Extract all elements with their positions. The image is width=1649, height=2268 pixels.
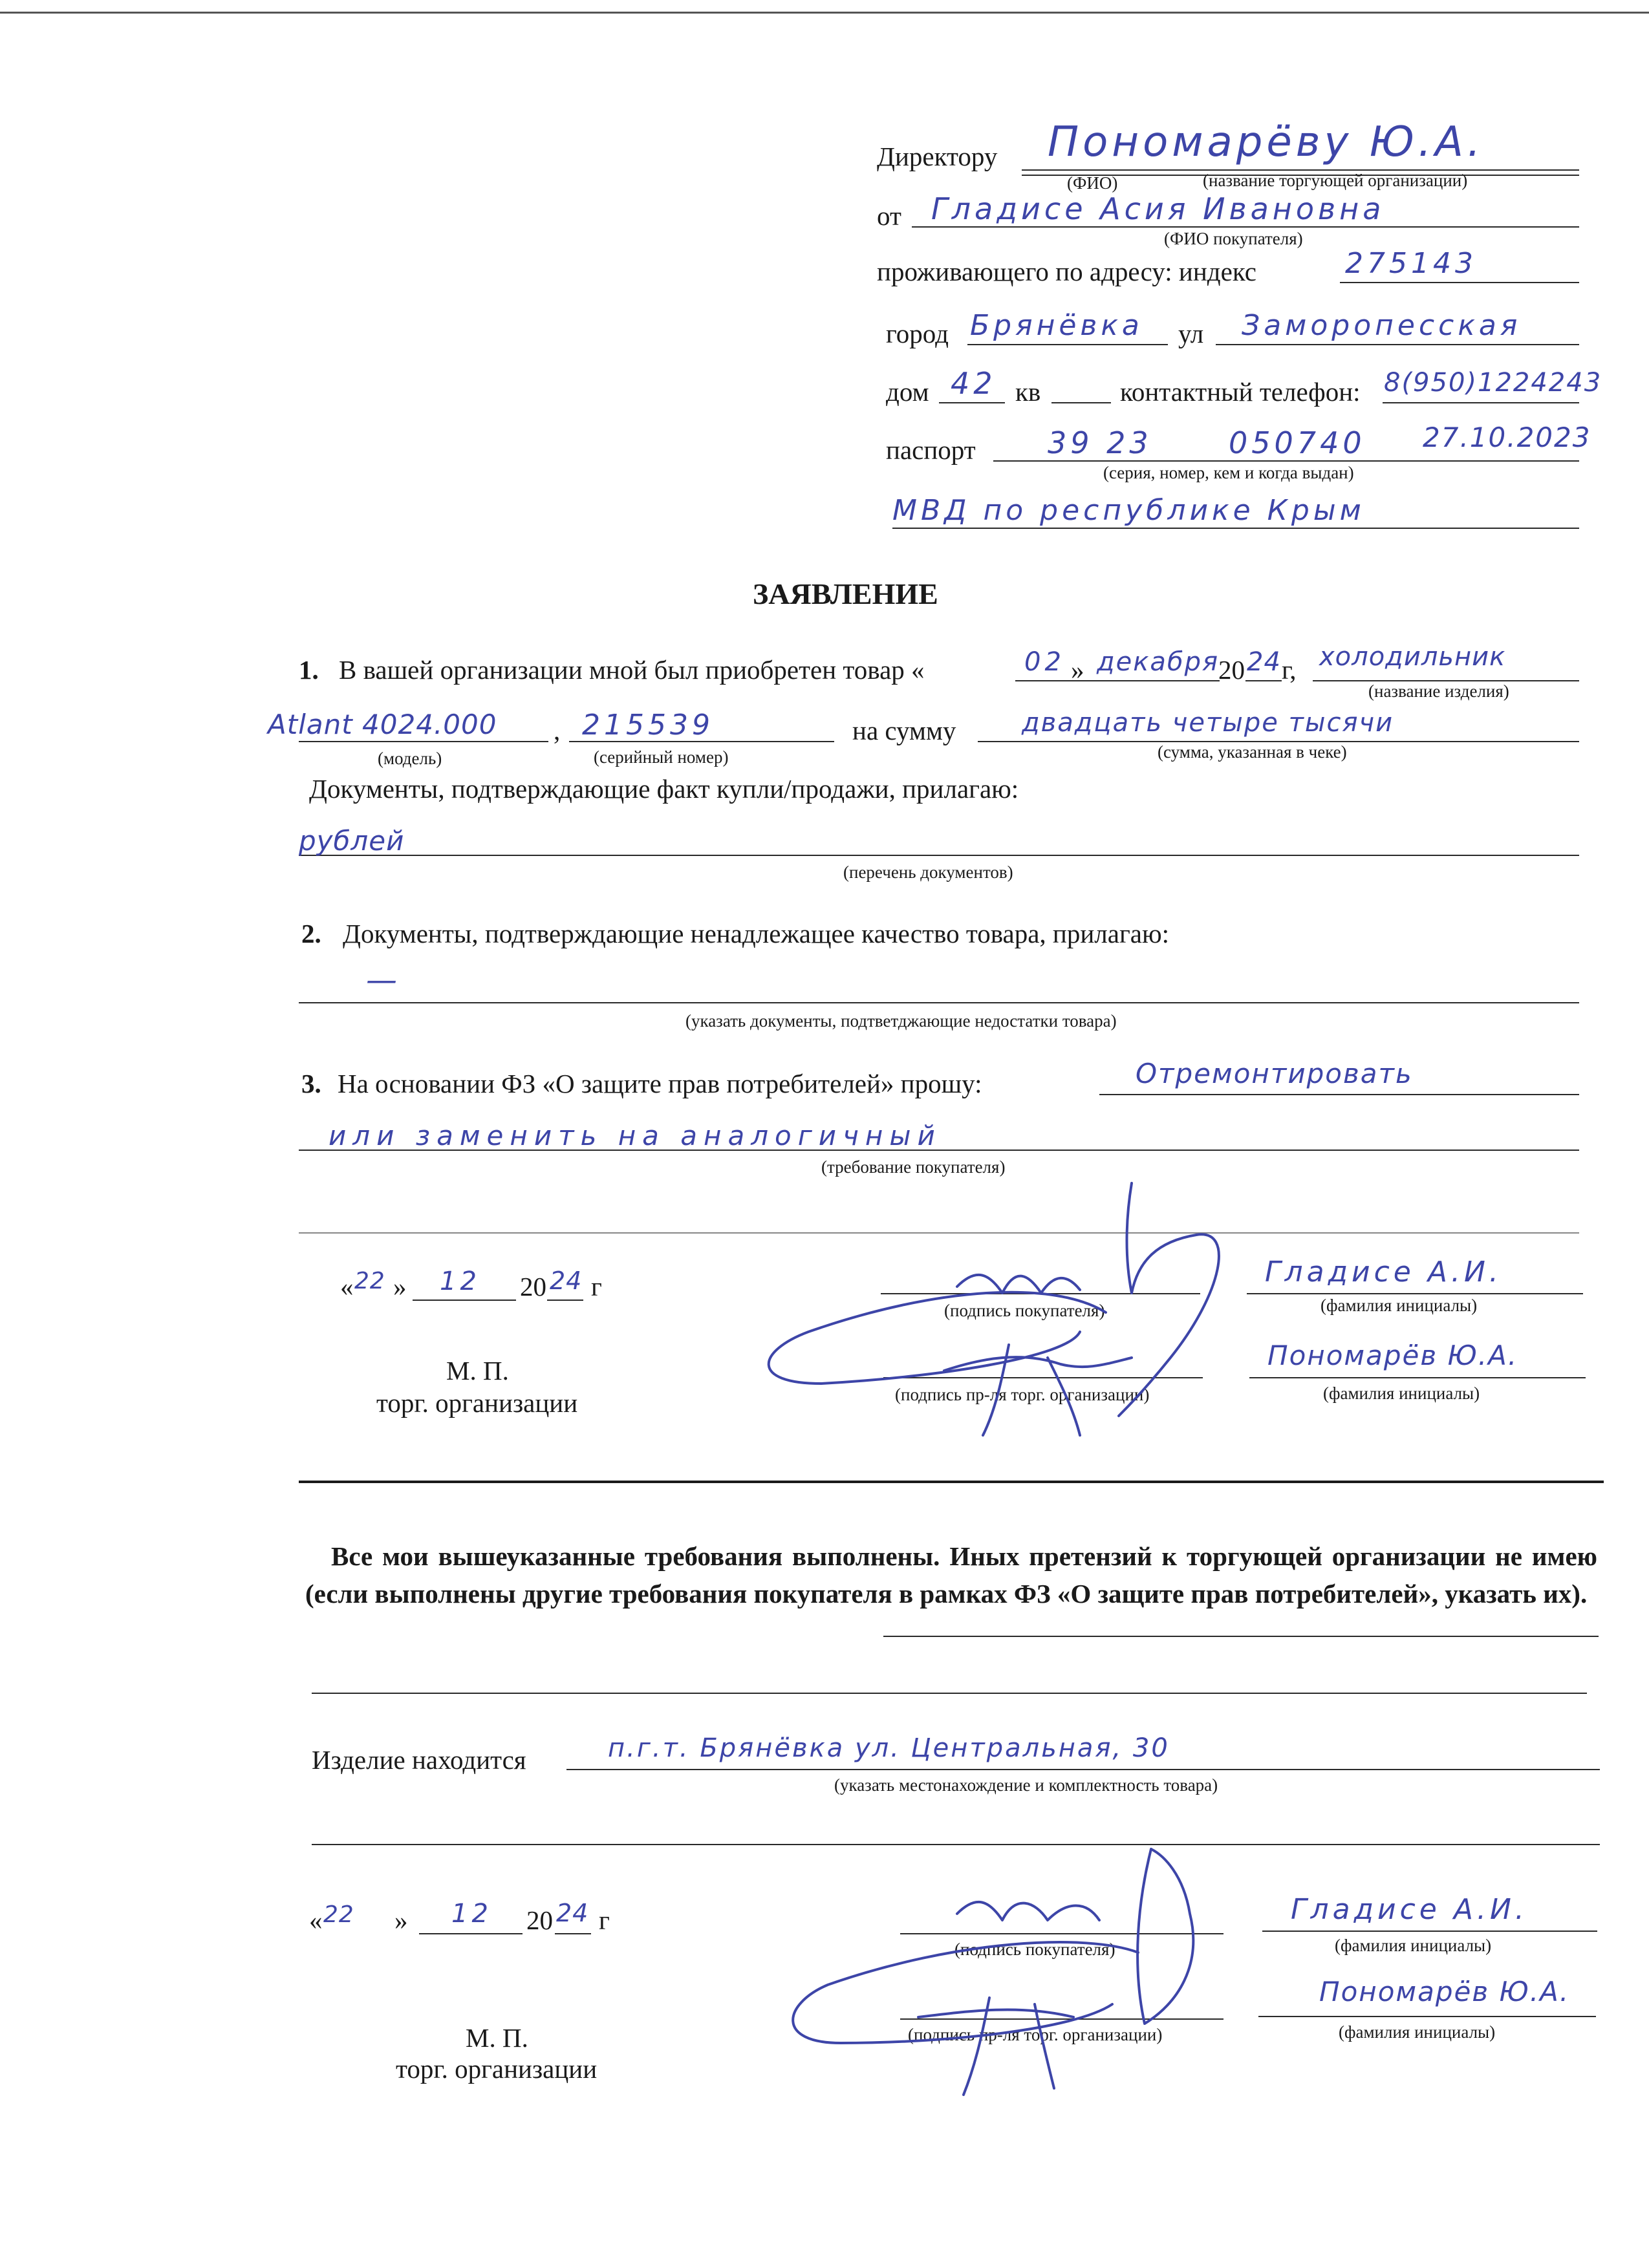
- sign1-date-mid: »: [393, 1272, 407, 1301]
- scan-edge: [0, 12, 1649, 14]
- sign1-stamp-line2: торг. организации: [376, 1388, 578, 1418]
- sign1-date-open: «: [340, 1272, 354, 1301]
- street-line: [1216, 344, 1579, 345]
- sign1-seller-name-line: [1249, 1377, 1586, 1378]
- passport-series: 39 23: [1048, 425, 1152, 460]
- address-label: проживающего по адресу: индекс: [877, 257, 1256, 286]
- item1-number: 1.: [299, 655, 319, 685]
- sign1-buyer-name-caption: (фамилия инициалы): [1320, 1296, 1478, 1315]
- house-label: дом: [886, 377, 929, 407]
- sign2-date-open: «: [309, 1905, 323, 1935]
- seller-signature-2: [905, 1978, 1138, 2108]
- passport-line: [993, 460, 1579, 462]
- docs-line: [299, 855, 1579, 856]
- street-value: Заморопесская: [1242, 309, 1522, 342]
- from-label: от: [877, 201, 901, 231]
- from-line: [912, 226, 1579, 228]
- docs-label: Документы, подтверждающие факт купли/продажи, прилагаю:: [309, 774, 1019, 804]
- phone-value: 8(950)1224243: [1384, 368, 1602, 398]
- passport-date: 27.10.2023: [1423, 422, 1591, 453]
- sign2-seller-name: Пономарёв Ю.А.: [1319, 1976, 1570, 2007]
- location-line: [566, 1769, 1600, 1770]
- location-label: Изделие находится: [312, 1745, 526, 1775]
- street-label: ул: [1178, 319, 1204, 348]
- item3-label: На основании ФЗ «О защите прав потребителей» прошу:: [338, 1069, 982, 1098]
- year-prefix: 20: [1218, 655, 1245, 685]
- director-label: Директору: [877, 142, 998, 171]
- section-divider: [299, 1481, 1604, 1483]
- item2-caption: (указать документы, подтветджающие недостатки товара): [685, 1011, 1117, 1031]
- sign1-stamp-line1: М. П.: [446, 1356, 509, 1385]
- sum-caption: (сумма, указанная в чеке): [1158, 742, 1347, 762]
- sign2-year-prefix: 20: [526, 1905, 553, 1935]
- sign2-year-line: [555, 1933, 591, 1934]
- city-line: [967, 344, 1168, 345]
- month-value: декабря: [1097, 647, 1220, 677]
- passport-label: паспорт: [886, 435, 976, 465]
- year-line: [1245, 680, 1282, 681]
- sign2-month-line: [419, 1933, 523, 1934]
- sign2-stamp-line1: М. П.: [466, 2023, 528, 2053]
- apt-label: кв: [1015, 377, 1041, 407]
- sign1-buyer-sign-caption: (подпись покупателя): [944, 1301, 1105, 1320]
- docs-caption: (перечень документов): [843, 862, 1013, 882]
- model-line: [299, 741, 548, 742]
- year-suffix: г,: [1282, 655, 1297, 685]
- sign2-buyer-name: Гладисе А.И.: [1291, 1893, 1528, 1926]
- day-close: »: [1071, 655, 1084, 685]
- director-value: Пономарёву Ю.А.: [1048, 118, 1485, 166]
- house-value: 42: [951, 366, 997, 401]
- seller-signature-1: [931, 1319, 1164, 1448]
- sign1-day: 22: [354, 1268, 385, 1294]
- sign2-day: 22: [323, 1901, 354, 1928]
- product-value: холодильник: [1319, 642, 1506, 672]
- phone-label: контактный телефон:: [1120, 377, 1361, 407]
- serial-caption: (серийный номер): [594, 747, 729, 767]
- org-caption: (название торгующей организации): [1203, 171, 1468, 190]
- index-value: 275143: [1345, 247, 1477, 280]
- completion-line2: [312, 1693, 1587, 1694]
- passport-issued: МВД по республике Крым: [892, 494, 1365, 527]
- item2-value: —: [366, 962, 401, 998]
- sign2-stamp-line2: торг. организации: [396, 2054, 598, 2084]
- sign2-buyer-sign-caption: (подпись покупателя): [954, 1940, 1116, 1959]
- sign2-seller-sign-caption: (подпись пр-ля торг. организации): [908, 2025, 1163, 2044]
- sign1-seller-sign-caption: (подпись пр-ля торг. организации): [895, 1385, 1150, 1404]
- item1-text: В вашей организации мной был приобретен товар «: [339, 655, 925, 685]
- sign2-buyer-name-caption: (фамилия инициалы): [1335, 1936, 1492, 1955]
- sign1-year-line: [547, 1300, 583, 1301]
- sign1-month-line: [413, 1300, 516, 1301]
- item2-line: [299, 1002, 1579, 1003]
- sign1-buyer-name-line: [1247, 1293, 1583, 1294]
- product-caption: (название изделия): [1368, 681, 1509, 701]
- sign1-month: 12: [440, 1267, 480, 1296]
- month-line: [1084, 680, 1220, 681]
- docs-value: рублей: [299, 825, 405, 857]
- from-value: Гладисе Асия Ивановна: [931, 191, 1385, 226]
- sign2-date-mid: »: [394, 1905, 408, 1935]
- passport-caption: (серия, номер, кем и когда выдан): [1103, 463, 1354, 482]
- sign1-buyer-name: Гладисе А.И.: [1265, 1256, 1502, 1289]
- item3-number: 3.: [301, 1069, 321, 1098]
- index-line: [1340, 282, 1579, 283]
- year-value: 24: [1247, 647, 1281, 677]
- sum-label: на сумму: [852, 716, 956, 745]
- passport-issued-line: [892, 528, 1579, 529]
- sign2-year-suffix: г: [599, 1905, 610, 1935]
- location-caption: (указать местонахождение и комплектность товара): [834, 1775, 1218, 1795]
- model-caption: (модель): [378, 749, 442, 768]
- model-comma: ,: [554, 716, 561, 745]
- completion-line1: [883, 1636, 1599, 1637]
- sign1-year: 24: [550, 1267, 583, 1295]
- sign1-seller-name-caption: (фамилия инициалы): [1323, 1384, 1480, 1403]
- sign1-year-prefix: 20: [520, 1272, 546, 1301]
- buyer-fio-caption: (ФИО покупателя): [1164, 229, 1303, 248]
- day-value: 02: [1024, 647, 1065, 677]
- sign1-year-suffix: г: [591, 1272, 602, 1301]
- sign2-year: 24: [556, 1899, 589, 1927]
- sign2-buyer-name-line: [1262, 1931, 1597, 1932]
- item2-label: Документы, подтверждающие ненадлежащее качество товара, прилагаю:: [343, 919, 1169, 948]
- house-line: [939, 402, 1005, 403]
- model-value: Atlant 4024.000: [268, 709, 497, 740]
- serial-value: 215539: [582, 709, 714, 742]
- fio-caption: (ФИО): [1067, 173, 1118, 193]
- item3-caption: (требование покупателя): [821, 1157, 1006, 1177]
- sign2-seller-name-line: [1258, 2016, 1596, 2017]
- passport-number: 050740: [1229, 425, 1366, 460]
- item3-line1: [1099, 1094, 1579, 1095]
- item3-value-line2: или заменить на аналогичный: [329, 1120, 942, 1151]
- completion-text: Все мои вышеуказанные требования выполнены. Иных претензий к торгующей организации не имею (если выполнены другие требования покупателя в рамках ФЗ «О защите прав потребителей», указать их).: [305, 1541, 1597, 1609]
- document-title: ЗАЯВЛЕНИЕ: [753, 577, 938, 610]
- sign2-month: 12: [451, 1899, 492, 1929]
- location-value: п.г.т. Брянёвка ул. Центральная, 30: [608, 1733, 1170, 1763]
- phone-line: [1383, 402, 1579, 403]
- city-value: Брянёвка: [970, 309, 1143, 342]
- city-label: город: [886, 319, 949, 348]
- sign2-seller-name-caption: (фамилия инициалы): [1339, 2022, 1496, 2042]
- item3-value-line1: Отремонтировать: [1136, 1058, 1413, 1089]
- apt-line: [1051, 402, 1111, 403]
- sum-value: двадцать четыре тысячи: [1022, 708, 1394, 738]
- sign1-seller-name: Пономарёв Ю.А.: [1267, 1340, 1518, 1371]
- item2-number: 2.: [301, 919, 321, 948]
